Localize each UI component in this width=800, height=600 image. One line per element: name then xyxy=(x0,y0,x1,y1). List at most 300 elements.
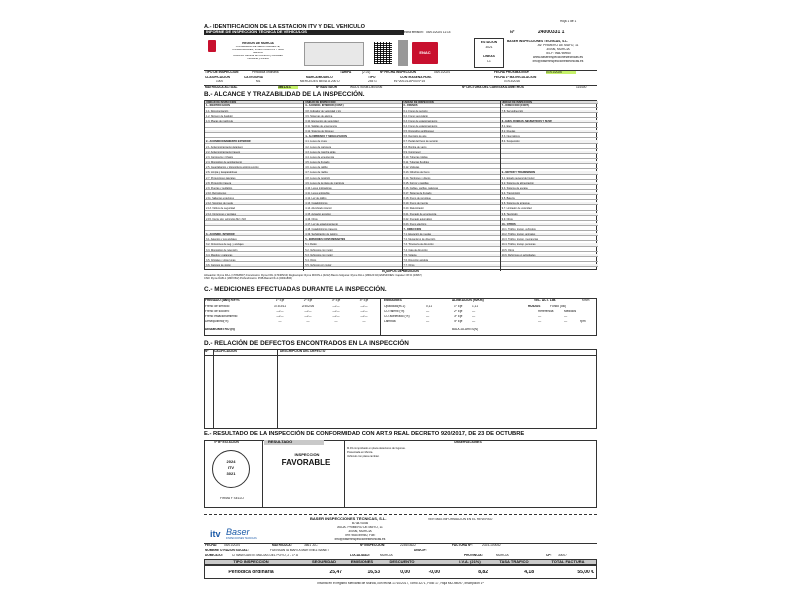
itv-logo: itv xyxy=(210,529,221,539)
inspection-unit-item: 4.17. Luz de estacionamiento xyxy=(304,223,401,226)
inspection-unit-item: 6.22. Frenado automático xyxy=(403,218,500,221)
empresa-addr-1: AV. PRIMERO DE MAYO, 11 xyxy=(537,44,579,47)
defects-table xyxy=(204,349,597,429)
invoice-note: VER MÁS INFORMACIÓN EN EL REVERSO xyxy=(428,518,493,521)
frenado-value: —/— xyxy=(332,315,340,318)
inspection-unit-item: 10.1. Tráfico, transp. vehículos xyxy=(501,228,598,231)
stamp-number: 3021 xyxy=(226,472,236,476)
frenado-value: —/— xyxy=(360,315,368,318)
report-number: 24000331 1 xyxy=(538,30,565,35)
section-c-title: C.- MEDICIONES EFECTUADAS DURANTE LA INSPECCIÓN. xyxy=(204,286,387,293)
inspection-unit-item: 4.4. Luces de emergencia xyxy=(304,156,401,159)
inspection-unit-item: 9.5. Batería xyxy=(501,197,598,200)
divider xyxy=(277,349,278,429)
inspection-unit-item xyxy=(205,130,303,133)
lineas-label: LÍNEAS xyxy=(483,55,495,58)
invoice-cell: 4,18 xyxy=(524,570,534,575)
empresa-addr-2: 30006, MURCIA xyxy=(546,48,570,51)
empresa-addr-3: TELF: 968789960 xyxy=(545,52,571,55)
inspection-unit-item: 3.9. Sistemas de alarma xyxy=(304,115,401,118)
observaciones-label: OBSERVACIONES xyxy=(454,441,482,444)
alineacion-row-value: 1,11 xyxy=(472,305,478,308)
inspection-unit-item: 8.4. Suspensión xyxy=(501,140,598,143)
inspection-column-header: UNIDAD DE INSPECCIÓN xyxy=(403,101,500,104)
inspection-unit-item: 3.8. Indicador de velocidad y km xyxy=(304,110,401,113)
frenado-value: —/— xyxy=(360,305,368,308)
fecha-emision: 04/01/2024 11:14 xyxy=(426,31,451,34)
invoice-provincia-label: PROVINCIA: xyxy=(464,554,483,557)
invoice-cp: 30007 xyxy=(558,554,567,557)
ruidos-value: Fondo (dB) xyxy=(550,305,566,308)
inspection-unit-item: 2.2. Antiempotramiento trasero xyxy=(205,151,303,154)
invoice-domicilio: C/ NAVEGANTE MACÍAS DEL POYO, 2 - 1º A xyxy=(232,554,298,557)
inspection-unit-item xyxy=(205,135,303,138)
defects-col-num: Nº xyxy=(205,350,209,353)
inspection-unit-item: 6.3. Freno de estacionamiento xyxy=(403,120,500,123)
inspection-unit-item: 4.11. Luces antiniebla xyxy=(304,192,401,195)
inspection-unit-item: 6.1. Freno de servicio xyxy=(403,110,500,113)
observacion-line: Presentada en Murcia. xyxy=(347,451,374,454)
inspection-unit-item: 2.3. Carrocería y Chasis xyxy=(205,156,303,159)
medidos-label: Medidos xyxy=(564,310,577,313)
inspection-unit-item xyxy=(205,125,303,128)
inspection-unit-item: 7.6. Dirección asistida xyxy=(403,259,500,262)
inspection-unit-item: 7.2. Mecanismo de dirección xyxy=(403,238,500,241)
inspection-unit-item: 6.12. Válvulas xyxy=(403,166,500,169)
fecha-emision-label: Fecha emisión: xyxy=(402,31,424,34)
divider xyxy=(213,349,214,429)
inspection-unit-item xyxy=(501,166,598,169)
invoice-matricula: 3661 JLC xyxy=(304,544,318,547)
invoice-col: TASA TRÁFICO xyxy=(499,560,529,564)
km-value: 114400 xyxy=(576,86,587,89)
qr-code xyxy=(374,42,392,64)
inspection-unit-item: 3.10. Elementos de seguridad xyxy=(304,120,401,123)
inspection-unit-item: 6.18. Freno de remolque xyxy=(403,197,500,200)
invoice-addr: info@baserinspeccionestecnicas.es xyxy=(334,538,386,541)
inspection-unit-item: 10.6. Reformas en actividades xyxy=(501,254,598,257)
invoice-fecha: 04/01/2024 xyxy=(224,544,240,547)
invoice-cif: B73874036 xyxy=(351,522,369,525)
vel-label: VEL. ACT. LIM. xyxy=(534,299,557,302)
inspection-unit-item: 6.23. Freno eléctrico xyxy=(403,223,500,226)
frenado-value: — xyxy=(334,320,338,323)
invoice-localidad: MURCIA xyxy=(380,554,393,557)
inspection-report-page xyxy=(204,20,597,590)
invoice-nombre-label: NOMBRE O RAZÓN SOCIAL: xyxy=(205,549,249,552)
observacion-line: M.03 comprobado en placa detectores de fugonas. xyxy=(347,447,406,450)
invoice-total: 55,00 € xyxy=(577,570,594,575)
report-title: INFORME DE INSPECCIÓN TÉCNICA DE VEHÍCULOS xyxy=(204,30,404,35)
inspection-unit-item: 9.3. Sistema de escape xyxy=(501,187,598,190)
categoria-label: CATEGORÍA xyxy=(244,76,263,79)
badculares-label: BADCULARES(N) xyxy=(452,328,479,331)
inspection-unit-item: 6.- FRENOS xyxy=(403,104,500,107)
inspection-column-header: UNIDAD DE INSPECCIÓN xyxy=(304,101,401,104)
alineacion-row-label: 3º Eje xyxy=(454,315,463,318)
invoice-cell: Periódica ordinaria xyxy=(228,570,274,575)
invoice-ninsp: 223603622 xyxy=(400,544,416,547)
emisiones-label: EMISIONES xyxy=(384,299,402,302)
invoice-fecha-label: FECHA: xyxy=(205,544,218,547)
invoice-addr: Telf: 968789960, Fax: xyxy=(344,534,376,537)
observacion-line: Vehículo con placa cambiar. xyxy=(347,455,380,458)
frenado-value: 2/302/26 xyxy=(301,305,315,308)
invoice-cell: 25,47 xyxy=(329,570,342,575)
invoice-cell: 8,82 xyxy=(478,570,488,575)
frenado-row-label: Freno estacionamiento xyxy=(205,315,238,318)
inspection-unit-item xyxy=(501,264,598,267)
inspection-unit-item: 4.5. Luces de frenado xyxy=(304,161,401,164)
inspection-unit-item: 4.12. Luz de gálibo xyxy=(304,197,401,200)
inspection-unit-item: 2.15. Cierre sist. vehículos M2 y M3 xyxy=(205,218,303,221)
marca-modelo: MERCEDES BENZ A 200 D xyxy=(300,80,340,83)
invoice-cell: -0,00 xyxy=(428,570,440,575)
inspection-unit-item: 4.10. Luces indicadoras xyxy=(304,187,401,190)
inspection-unit-item: 7.4. Caja de dirección xyxy=(403,249,500,252)
inspection-unit-item: 7.3. Timonería de dirección xyxy=(403,243,500,246)
tipo-vehiculo-label: TIPO xyxy=(368,76,376,79)
consejeria-line-5: Industrial y Minera xyxy=(247,58,269,60)
inspection-unit-item: 3.4. Mandos y palancas xyxy=(205,254,303,257)
inspection-unit-item: 9.8. Tacógrafo xyxy=(501,213,598,216)
inspection-unit-item: 4.7. Luces de niebla xyxy=(304,171,401,174)
inspection-unit-item: 8.1. Ejes xyxy=(501,125,598,128)
inspection-unit-item: 4.13. Catadióptricos xyxy=(304,202,401,205)
inspection-unit-item: 3.- ACONDIC. INTERIOR xyxy=(205,233,303,236)
inspection-unit-item: 4.3. Luces de marcha atrás xyxy=(304,151,401,154)
dinamometro-label: DINAMÓMETRO (N) xyxy=(205,328,235,331)
report-number-label: Nº xyxy=(510,30,515,34)
inspection-unit-item: 5.5. Vehículo con motor xyxy=(304,264,401,267)
emision-row-label: CO ralentí (%) xyxy=(384,310,405,313)
inspection-unit-item: 4.6. Luces de gálibo xyxy=(304,166,401,169)
empresa-addr-4: www.baserinspeccionestecnicas.es xyxy=(533,56,583,59)
stamp-itv: ITV xyxy=(227,466,235,470)
inspection-unit-item: 1.1. Documentación xyxy=(205,110,303,113)
inspection-unit-item: 9.1. Estado general del motor xyxy=(501,177,598,180)
inspection-unit-item: 4.15. Avisador acústico xyxy=(304,213,401,216)
estacion-label: ESTACIÓN xyxy=(480,41,498,44)
bastidor: WDD1760081J404006 xyxy=(350,86,383,89)
invoice-provincia: MURCIA xyxy=(496,554,509,557)
equipos-line-1: Alineación: Ryme RA-L (170528/07) Frenómetro: Ryme FRL (170405/10) Regloscopio: Ryme MOON-L (0212) Banco holguras: Ryme DH-L (180120 02) EMISIONES: Capelec OP-D (23967) xyxy=(204,273,422,277)
frenado-value: — xyxy=(362,320,366,323)
inspection-unit-item: 6.17. Sistema de frenado xyxy=(403,192,500,195)
inspection-unit-item: 6.10. Tuberías rígidas xyxy=(403,156,500,159)
fecha-matriculacion: 07/03/2016 xyxy=(504,80,520,83)
eje-header: 3º Eje xyxy=(331,299,341,302)
ruido-medido: — xyxy=(564,320,568,323)
clasificacion-label: CLASIFICACIÓN xyxy=(205,76,230,79)
alineacion-row-value: — xyxy=(472,315,476,318)
matricula-label: MATRÍCULA ACTUAL xyxy=(205,86,238,89)
inspection-column xyxy=(500,101,598,271)
invoice-dni-label: DNI/CIF: xyxy=(414,549,427,552)
invoice-col: EMISIONES xyxy=(350,560,374,564)
emision-row-label: CO acelerado (%) xyxy=(384,315,410,318)
invoice-matricula-label: MATRÍCULA: xyxy=(272,544,292,547)
inspection-unit-item: 6.13. Cilindros de freno xyxy=(403,171,500,174)
page-number: Hoja 1 de 1 xyxy=(560,20,577,23)
inspection-unit-item: 3.6. Campos de visión xyxy=(205,264,303,267)
divider xyxy=(262,440,263,508)
stamp-year: 2024 xyxy=(226,460,236,464)
eje-header: 4º Eje xyxy=(359,299,369,302)
inspection-column-header: UNIDAD DE INSPECCIÓN xyxy=(501,101,598,104)
inspection-unit-item: 2.11. Salientes exteriores xyxy=(205,197,303,200)
section-e-title: E.- RESULTADO DE LA INSPECCIÓN DE CONFORMIDAD CON ART.9 REAL DECRETO 920/2017, DE 23 DE OCTUBRE xyxy=(204,431,525,437)
alineacion-label: ALINEACIÓN (m/Km) xyxy=(452,299,484,302)
inspection-column xyxy=(402,101,500,271)
inspection-unit-item: 3.2. Cinturones de seg. y anclajes xyxy=(205,243,303,246)
inspection-unit-item: 2.8. Protección trasera xyxy=(205,182,303,185)
inspection-unit-item xyxy=(501,146,598,149)
equipos-line-2: CSD: Ryme DAB-1 (180726/2) Profundímetro: POB-Barcal FK-4 (20041806) xyxy=(204,277,292,281)
fecha-inspeccion-label: Nº FECHA INSPECCIÓN xyxy=(380,71,416,74)
invoice-col: TIPO INSPECCIÓN xyxy=(233,560,269,564)
eje-header: 2º Eje xyxy=(303,299,313,302)
inspection-unit-item: 4.2. Luces de carretera xyxy=(304,146,401,149)
inspection-column xyxy=(205,101,303,271)
inspection-unit-item: 5.1. Ruido xyxy=(304,243,401,246)
baser-logo-sub: INSPECCIONES TÉCNICAS xyxy=(226,537,257,540)
inspection-unit-item: 4.19. Señalización de peligro xyxy=(304,233,401,236)
invoice-domicilio-label: DOMICILIO: xyxy=(205,554,223,557)
referencia-label: Referencia xyxy=(538,310,554,313)
tarifa-label: TARIFA xyxy=(340,71,352,74)
bastidor-label: Nº BASTIDOR xyxy=(316,86,337,89)
emision-row-label: Opacidad(m-1) xyxy=(384,305,406,308)
inspection-unit-item: 9.2. Sistema de alimentación xyxy=(501,182,598,185)
inspection-unit-item: 3.12. Sistema de bloqueo xyxy=(304,130,401,133)
inspection-unit-item: 6.15. Forros y pastillas xyxy=(403,182,500,185)
tarifa-value: (2.01) xyxy=(362,71,371,74)
frenado-value: —/— xyxy=(276,315,284,318)
frenado-value: —/— xyxy=(332,305,340,308)
alineacion-row-label: 2º Eje xyxy=(454,310,463,313)
km-label: Nº LECTURA DEL CUENTAKILÓMETROS xyxy=(462,86,524,89)
frenado-label: FRENADO (daN) R/F/% xyxy=(205,299,240,302)
inspection-unit-item: 3.5. Cristales y otras lunas xyxy=(205,259,303,262)
frenado-value: —/— xyxy=(360,310,368,313)
emision-row-label: Lambda xyxy=(384,320,396,323)
invoice-col: DESCUENTO xyxy=(389,560,415,564)
consejeria-line-1: CONSEJERÍA DE MEDIO AMBIENTE, xyxy=(235,46,281,48)
alineacion-row-value: — xyxy=(472,320,476,323)
section-a-title: A.- IDENTIFICACIÓN DE LA ESTACIÓN ITV Y DEL VEHÍCULO xyxy=(204,24,365,30)
consejeria-line-2: UNIVERSIDADES, INVESTIGACIÓN Y MAR xyxy=(232,49,284,51)
inspection-unit-item: 6.21. Frenado de emergencia xyxy=(403,213,500,216)
lineas-value: L1 xyxy=(487,60,491,63)
invoice-factura-label: FACTURA Nº: xyxy=(452,544,473,547)
inspection-unit-item: 6.9. Compresor xyxy=(403,151,500,154)
defects-col-descripcion: DESCRIPCIÓN DEL DEFECTO xyxy=(280,350,326,353)
inspection-unit-item: 5.- EMISIONES CONTAMINANTES xyxy=(304,238,401,241)
divider xyxy=(344,440,345,508)
alineacion-row-label: 1º Eje xyxy=(454,305,463,308)
inspection-unit-item: 2.6. Limpia y lavaparabrisas xyxy=(205,171,303,174)
invoice-cell: 0,00 xyxy=(400,570,410,575)
inspection-unit-item: 3.- ACONDIC. INTERIOR (CONT.) xyxy=(304,104,401,107)
invoice-ninsp-label: Nº INSPECCIÓN: xyxy=(360,544,386,547)
inspection-unit-item: 4.16. Otros xyxy=(304,218,401,221)
invoice-localidad-label: LOCALIDAD: xyxy=(350,554,370,557)
inspection-column xyxy=(303,101,401,271)
inspection-unit-item xyxy=(205,228,303,231)
invoice-col: TOTAL FACTURA xyxy=(551,560,585,564)
inspection-unit-item: 2.4. Dispositivo de acoplamiento xyxy=(205,161,303,164)
emision-row-value: — xyxy=(426,310,430,313)
ruido-referencia: — xyxy=(538,320,542,323)
inspection-unit-item: 5.4. Otros xyxy=(304,259,401,262)
contrasena-label: CONTRASEÑA HOM. xyxy=(400,76,432,79)
tipo-inspeccion-label: TIPO DE INSPECCIÓN xyxy=(205,71,239,74)
frenado-value: —/— xyxy=(304,310,312,313)
frenado-value: — xyxy=(278,320,282,323)
invoice-nombre: FUENSANTA MARTA MARTÍNEZ BANET xyxy=(270,549,330,552)
alineacion-row-label: 4º Eje xyxy=(454,320,463,323)
inspection-unit-item: 7.5. Volante xyxy=(403,254,500,257)
inspection-unit-item: 8.3. Neumáticos xyxy=(501,135,598,138)
fecha-inspeccion: 04/01/2024 xyxy=(434,71,450,74)
station-stamp xyxy=(212,450,250,488)
emision-row-value: — xyxy=(426,315,430,318)
inspection-unit-item: 2.10. Retrovisores xyxy=(205,192,303,195)
estacion-value: 3021 xyxy=(485,46,493,49)
inspection-unit-item xyxy=(501,115,598,118)
inspection-unit-item: 6.5. Dispositivo antibloqueo xyxy=(403,130,500,133)
inspection-unit-item: 8.- EJES, RUEDAS, NEUMÁTICOS Y SUSP. xyxy=(501,120,598,123)
ruidos-label: RUIDOS xyxy=(528,305,541,308)
inspection-unit-item: 9.- MOTOR Y TRANSMISIÓN xyxy=(501,171,598,174)
inspection-unit-item xyxy=(501,259,598,262)
inspection-unit-item: 5.3. Vehículos con motor xyxy=(304,254,401,257)
inspection-unit-item: 1.- IDENTIFICACIÓN xyxy=(205,104,303,107)
inspection-unit-item: 4.9. Luces de la placa de matrícula xyxy=(304,182,401,185)
inspection-unit-item: 2.7. Protecciones laterales xyxy=(205,177,303,180)
equipos-block xyxy=(204,270,597,281)
inspection-unit-item: 6.19. Freno de inercia xyxy=(403,202,500,205)
section-d-title: D.- RELACIÓN DE DEFECTOS ENCONTRADOS EN LA INSPECCIÓN xyxy=(204,340,409,347)
frenado-value: —/— xyxy=(276,310,284,313)
invoice-cell: 16,53 xyxy=(367,570,380,575)
invoice-company: BASER INSPECCIONES TÉCNICAS, S.L. xyxy=(310,517,387,521)
inspection-unit-item: 4.- ALUMBRADO Y SEÑALIZACIÓN xyxy=(304,135,401,138)
divider xyxy=(204,355,597,356)
cut-line xyxy=(204,514,597,515)
inspection-unit-item: 4.18. Catadióptricos traseros xyxy=(304,228,401,231)
consejeria-line-3: MENOR xyxy=(253,52,263,54)
inspection-unit-item: 9.6. Sistema de arranque xyxy=(501,202,598,205)
frenado-value: — xyxy=(306,320,310,323)
inspection-unit-item: 10.4. Tráfico, transp. personas xyxy=(501,243,598,246)
inspection-column-header: UNIDAD DE INSPECCIÓN xyxy=(205,101,303,104)
invoice-col: SEGURIDAD xyxy=(311,560,336,564)
barcode xyxy=(398,40,408,66)
empresa-addr-5: info@baserinspeccionestecnicas.es xyxy=(532,60,584,63)
inspection-unit-item xyxy=(501,156,598,159)
inspection-unit-item: 8.2. Ruedas xyxy=(501,130,598,133)
inspection-unit-item: 1.3. Placas de matrícula xyxy=(205,120,303,123)
section-b-title: B.- ALCANCE Y TRAZABILIDAD DE LA INSPECCIÓN. xyxy=(204,91,365,98)
frenado-value: —/— xyxy=(304,315,312,318)
frenado-row-label: Freno de servicio xyxy=(205,305,230,308)
enac-logo: ENAC xyxy=(412,42,438,64)
inspection-unit-item: 10.2. Tráfico, transp. animales xyxy=(501,233,598,236)
frenado-value: —/— xyxy=(332,310,340,313)
inspection-unit-item: 2.5. Guardabarros y dispositivos antiproyección xyxy=(205,166,303,169)
consejeria-line-4: Dirección General de Comercio y Actividad xyxy=(233,55,283,57)
marca-label: MARCA/MODELO xyxy=(306,76,333,79)
inspection-unit-item: 3.3. Dispositivo de retención xyxy=(205,249,303,252)
seal-image xyxy=(304,42,364,66)
inspection-unit-item: 10.- OTROS xyxy=(501,223,598,226)
baser-logo: Baser xyxy=(226,527,250,537)
inspection-unit-item: 10.5. Otros xyxy=(501,249,598,252)
divider xyxy=(380,298,381,336)
inspection-unit-item: 7.8. Servodirección xyxy=(501,110,598,113)
invoice-addr: AVDA. PRIMERO DE MAYO, 11 xyxy=(337,526,383,529)
inspection-unit-item: 2.1. Antiempotramiento delantero xyxy=(205,146,303,149)
fecha-proxima: 07/01/2026 xyxy=(546,71,576,75)
inspection-unit-item: 3.1. Asientos y sus anclajes xyxy=(205,238,303,241)
categoria: M1 xyxy=(256,80,261,83)
resultado-value: FAVORABLE xyxy=(281,458,331,467)
inspection-unit-item: 9.4. Transmisión xyxy=(501,192,598,195)
invoice-addr: 30006, MURCIA xyxy=(348,530,372,533)
firma-label: FIRMA Y SELLO xyxy=(220,497,244,500)
inspection-unit-item: 6.11. Tuberías flexibles xyxy=(403,161,500,164)
eje-header: 1º Eje xyxy=(275,299,285,302)
inspection-unit-item: 9.9. Otros xyxy=(501,218,598,221)
defects-col-calificacion: CALIFICACIÓN xyxy=(214,350,237,353)
inspection-unit-item xyxy=(501,161,598,164)
inspection-unit-item: 7.7. Otros xyxy=(403,264,500,267)
fecha-matriculacion-label: FECHA 1ª MATRICULACIÓN xyxy=(494,76,537,79)
inspection-units-grid xyxy=(204,100,597,270)
invoice-footer: Inscrita en el registro Mercantil de Murcia, con fecha 17/10/2017, Tomo 3271, Folio 17, Hoja MU-98097, Inscripción 1ª xyxy=(317,582,484,585)
alineacion-row-value: — xyxy=(472,310,476,313)
ruido-referencia: — xyxy=(538,315,542,318)
frenado-row-label: Desequilibrio(%) xyxy=(205,320,229,323)
inspection-unit-item: 3.11. Salidas de emergencia xyxy=(304,125,401,128)
contrasena: e1*2001/116*0470*15 xyxy=(394,80,425,83)
inspection-unit-item: 6.6. Depósito de aire xyxy=(403,135,500,138)
frenado-value: 373/3/11 xyxy=(273,305,287,308)
inspection-unit-item: 7.- DIRECCIÓN xyxy=(403,228,500,231)
inspeccion-label: INSPECCIÓN xyxy=(294,453,320,457)
inspection-unit-item: 2.13. Vidrios de seguridad xyxy=(205,207,303,210)
inspection-unit-item: 1.2. Número de bastidor xyxy=(205,115,303,118)
inspection-unit-item: 5.2. Vehículos con motor xyxy=(304,249,401,252)
inspection-unit-item: 6.16. Cables, varillas, palancas xyxy=(403,187,500,190)
inspection-unit-item: 6.7. Pedal del freno de servicio xyxy=(403,140,500,143)
inspection-unit-item: 9.7. Limitador de velocidad xyxy=(501,207,598,210)
resultado-label: RESULTADO xyxy=(264,440,324,445)
tipo-inspeccion: Periódica ordinaria xyxy=(252,71,279,74)
rpm-unit: rpm xyxy=(580,320,586,323)
invoice-cp-label: CP: xyxy=(546,554,552,557)
matricula-actual: 3661JLC xyxy=(278,86,298,90)
emision-row-value: 0,11 xyxy=(426,305,432,308)
inspection-unit-item: 7.1. Elevación de ruedas xyxy=(403,233,500,236)
inspection-unit-item: 4.8. Luces de posición xyxy=(304,177,401,180)
inspection-unit-item: 6.20. Ralentizador xyxy=(403,207,500,210)
inspection-unit-item: 2.- ACONDICIONAMIENTO EXTERIOR xyxy=(205,140,303,143)
inspection-unit-item: 4.1. Luces de cruce xyxy=(304,140,401,143)
invoice-factura: 2024-100052 xyxy=(482,544,501,547)
